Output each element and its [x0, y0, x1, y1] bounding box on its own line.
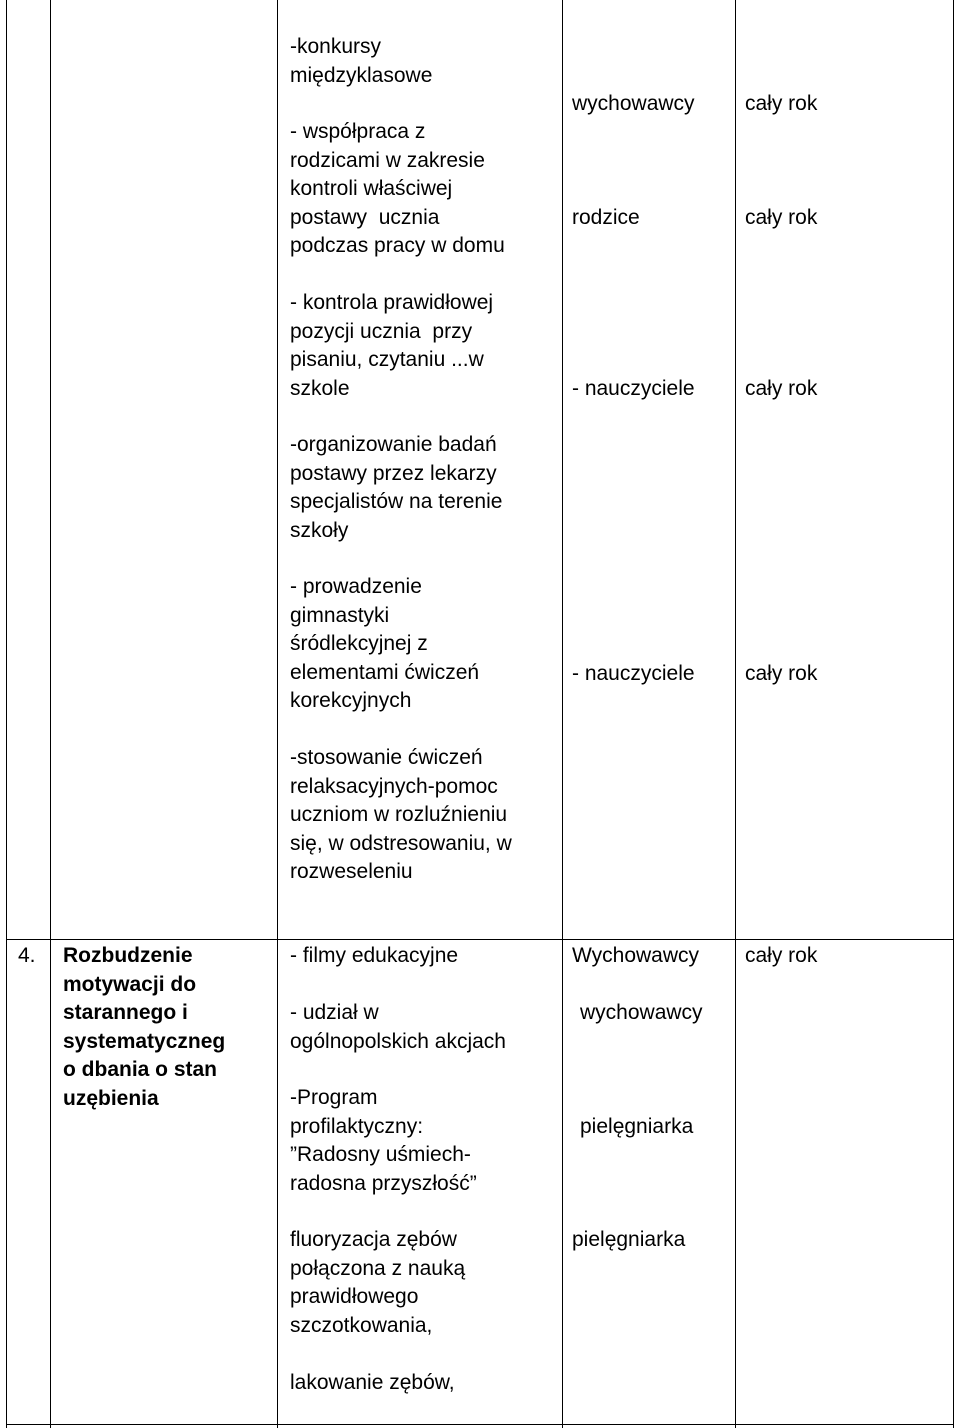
- table-border-bottom: [6, 1424, 954, 1425]
- column-divider-responsible: [735, 0, 736, 1428]
- deadline-cell: cały rok: [745, 206, 818, 229]
- activity-educational-films: - filmy edukacyjne: [290, 944, 459, 967]
- responsible-cell: pielęgniarka: [572, 1228, 686, 1251]
- responsible-cell: pielęgniarka: [580, 1115, 694, 1138]
- column-divider-activities: [562, 0, 563, 1428]
- row-number: 4.: [18, 944, 36, 967]
- responsible-cell: Wychowawcy: [572, 944, 700, 967]
- activity-sealing: lakowanie zębów,: [290, 1371, 455, 1394]
- table-border-right: [953, 0, 954, 1428]
- column-divider-number: [50, 0, 51, 1428]
- task-title: Rozbudzenie motywacji do starannego i systematyczneg o dbania o stan uzębienia: [63, 944, 226, 1110]
- activity-parent-cooperation: - współpraca z rodzicami w zakresie kontroli właściwej postawy ucznia podczas pracy w domu: [290, 120, 505, 257]
- row-divider: [6, 939, 954, 940]
- activity-gymnastics: - prowadzenie gimnastyki śródlekcyjnej z elementami ćwiczeń korekcyjnych: [290, 575, 480, 712]
- table-border-left: [6, 0, 7, 1428]
- activity-prevention-program: -Program profilaktyczny: ”Radosny uśmiech- radosna przyszłość”: [290, 1086, 477, 1195]
- activity-posture-control: - kontrola prawidłowej pozycji ucznia przy pisaniu, czytaniu ...w szkole: [290, 291, 494, 400]
- deadline-cell: cały rok: [745, 662, 818, 685]
- deadline-cell: cały rok: [745, 377, 818, 400]
- responsible-cell: wychowawcy: [572, 92, 695, 115]
- deadline-cell: cały rok: [745, 92, 818, 115]
- responsible-cell: - nauczyciele: [572, 662, 695, 685]
- activity-fluoridation: fluoryzacja zębów połączona z nauką prawidłowego szczotkowania,: [290, 1228, 466, 1337]
- deadline-cell: cały rok: [745, 944, 818, 967]
- responsible-cell: - nauczyciele: [572, 377, 695, 400]
- responsible-cell: wychowawcy: [580, 1001, 703, 1024]
- activity-contests: -konkursy międzyklasowe: [290, 35, 433, 87]
- column-divider-task: [277, 0, 278, 1428]
- activity-national-campaigns: - udział w ogólnopolskich akcjach: [290, 1001, 506, 1053]
- activity-relaxation: -stosowanie ćwiczeń relaksacyjnych-pomoc uczniom w rozluźnieniu się, w odstresowaniu, w rozweseleniu: [290, 746, 512, 883]
- responsible-cell: rodzice: [572, 206, 640, 229]
- activity-posture-examinations: -organizowanie badań postawy przez lekarzy specjalistów na terenie szkoły: [290, 433, 503, 542]
